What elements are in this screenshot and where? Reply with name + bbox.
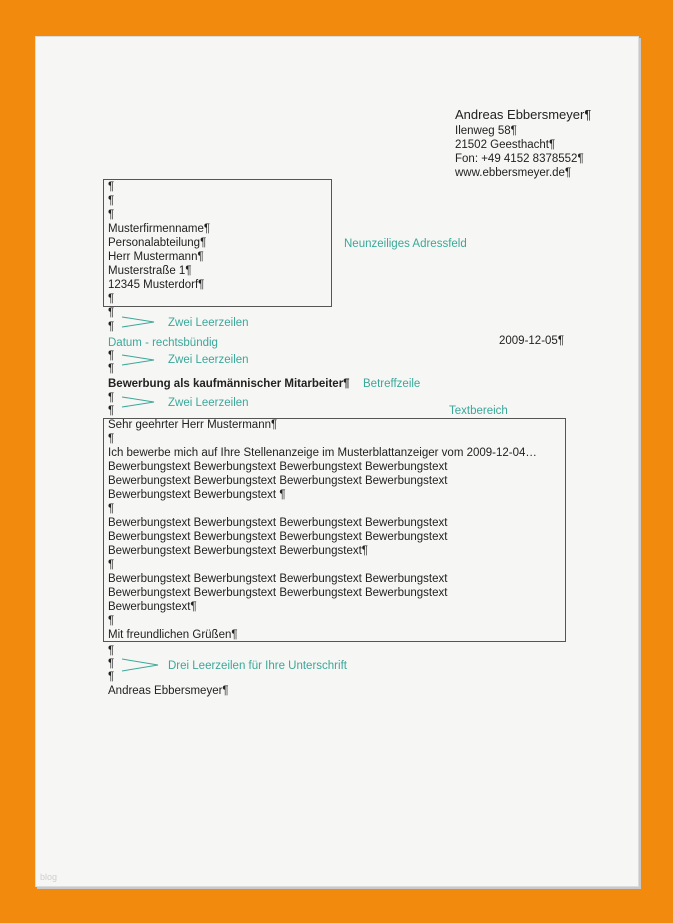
note-two-blank-lines-3: Zwei Leerzeilen (168, 397, 249, 409)
letter-date: 2009-12-05¶ (499, 335, 565, 347)
blank-line: ¶ (108, 363, 115, 375)
subject-line: Bewerbung als kaufmännischer Mitarbeiter¶ (108, 378, 350, 390)
blank-line: ¶ (108, 658, 115, 670)
blank-line: ¶ (108, 433, 115, 445)
blank-line: ¶ (108, 615, 115, 627)
para2-line-2: Bewerbungstext Bewerbungstext Bewerbungstext Bewerbungstext (108, 531, 448, 543)
salutation: Sehr geehrter Herr Mustermann¶ (108, 419, 278, 431)
address-field-note: Neunzeiliges Adressfeld (344, 238, 467, 250)
address-blank-2: ¶ (108, 195, 115, 207)
blank-line: ¶ (108, 307, 115, 319)
signature-name: Andreas Ebbersmeyer¶ (108, 685, 229, 697)
arrow-icon (120, 657, 160, 673)
note-two-blank-lines-1: Zwei Leerzeilen (168, 317, 249, 329)
blank-line: ¶ (108, 671, 115, 683)
sender-web: www.ebbersmeyer.de¶ (455, 167, 572, 179)
arrow-icon (120, 353, 156, 367)
sender-street: Ilenweg 58¶ (455, 125, 517, 137)
sender-phone: Fon: +49 4152 8378552¶ (455, 153, 584, 165)
para3-line-2: Bewerbungstext Bewerbungstext Bewerbungstext Bewerbungstext (108, 587, 448, 599)
address-line-department: Personalabteilung¶ (108, 237, 207, 249)
note-text-area: Textbereich (449, 405, 508, 417)
para3-line-1: Bewerbungstext Bewerbungstext Bewerbungstext Bewerbungstext (108, 573, 448, 585)
address-blank-4: ¶ (108, 293, 115, 305)
watermark: blog (40, 872, 58, 882)
sender-name: Andreas Ebbersmeyer¶ (455, 107, 592, 122)
blank-line: ¶ (108, 392, 115, 404)
note-subject-line: Betreffzeile (363, 378, 421, 390)
note-two-blank-lines-2: Zwei Leerzeilen (168, 354, 249, 366)
closing-line: Mit freundlichen Grüßen¶ (108, 629, 238, 641)
arrow-icon (120, 395, 156, 409)
address-line-recipient: Herr Mustermann¶ (108, 251, 204, 263)
address-line-street: Musterstraße 1¶ (108, 265, 192, 277)
note-three-blank-lines: Drei Leerzeilen für Ihre Unterschrift (168, 660, 347, 672)
address-line-city: 12345 Musterdorf¶ (108, 279, 205, 291)
blank-line: ¶ (108, 645, 115, 657)
para2-line-1: Bewerbungstext Bewerbungstext Bewerbungstext Bewerbungstext (108, 517, 448, 529)
address-line-company: Musterfirmenname¶ (108, 223, 211, 235)
intro-line: Ich bewerbe mich auf Ihre Stellenanzeige im Musterblattanzeiger vom 2009-12-04… (108, 447, 537, 459)
para1-line-1: Bewerbungstext Bewerbungstext Bewerbungstext Bewerbungstext (108, 461, 448, 473)
blank-line: ¶ (108, 503, 115, 515)
letter-page (35, 36, 639, 887)
blank-line: ¶ (108, 350, 115, 362)
para1-line-3: Bewerbungstext Bewerbungstext ¶ (108, 489, 286, 501)
note-date-right: Datum - rechtsbündig (108, 337, 218, 349)
arrow-icon (120, 315, 156, 329)
blank-line: ¶ (108, 405, 115, 417)
blank-line: ¶ (108, 559, 115, 571)
blank-line: ¶ (108, 321, 115, 333)
para3-line-3: Bewerbungstext¶ (108, 601, 197, 613)
para1-line-2: Bewerbungstext Bewerbungstext Bewerbungstext Bewerbungstext (108, 475, 448, 487)
sender-city: 21502 Geesthacht¶ (455, 139, 556, 151)
para2-line-3: Bewerbungstext Bewerbungstext Bewerbungstext¶ (108, 545, 368, 557)
address-blank-3: ¶ (108, 209, 115, 221)
address-blank-1: ¶ (108, 181, 115, 193)
